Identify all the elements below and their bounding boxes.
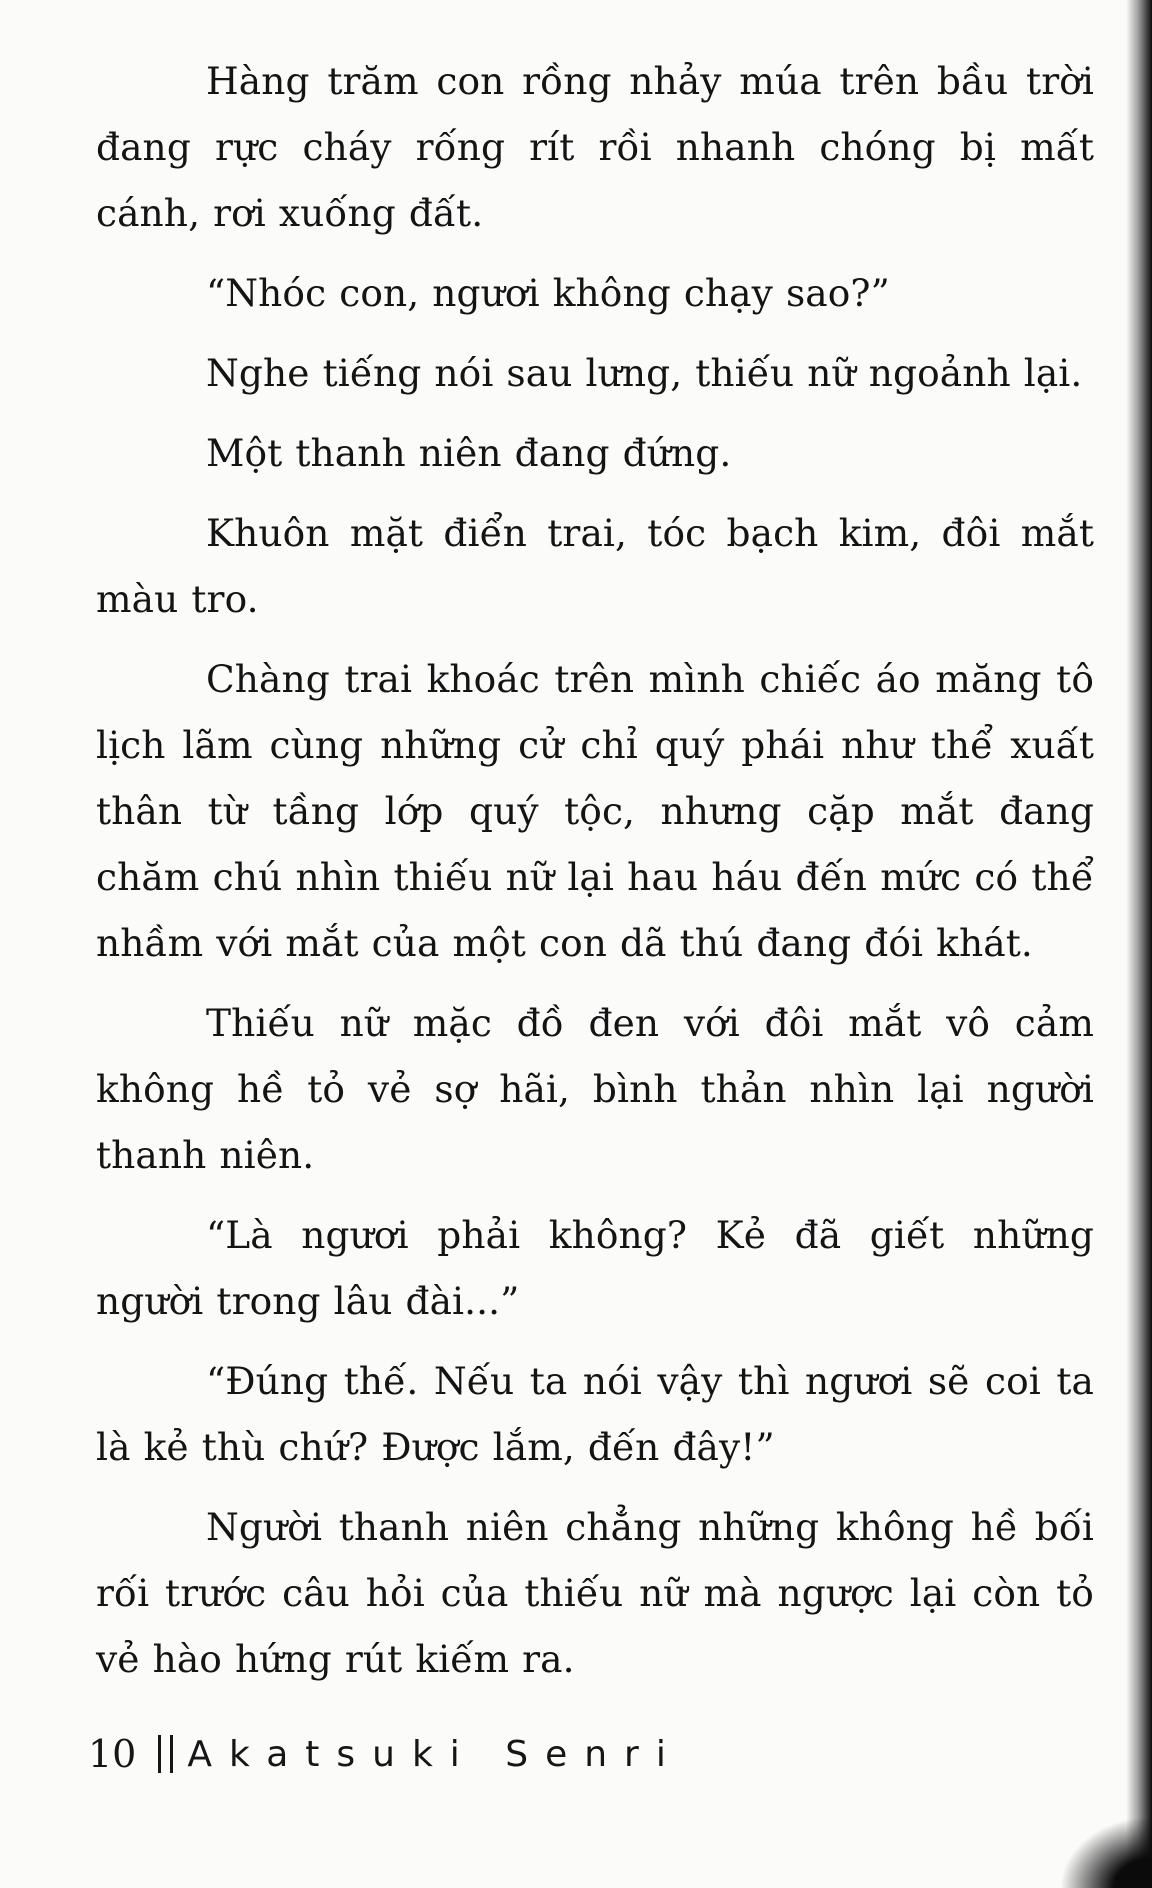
page-number: 10 — [88, 1732, 137, 1776]
paragraph-6: Chàng trai khoác trên mình chiếc áo măng tô lịch lãm cùng những cử chỉ quý phái như thể xuất thân từ tầng lớp quý tộc, nhưng cặp mắt đang chăm chú nhìn thiếu nữ lại hau háu đến mức có thể nhầm với mắt của một con dã thú đang đói khát. — [96, 657, 1094, 965]
author-name: Akatsuki Senri — [187, 1733, 683, 1775]
paragraph-5: Khuôn mặt điển trai, tóc bạch kim, đôi mắt màu tro. — [96, 511, 1094, 621]
paragraph-8: “Là ngươi phải không? Kẻ đã giết những người trong lâu đài...” — [96, 1213, 1094, 1323]
paragraph-4: Một thanh niên đang đứng. — [206, 431, 732, 475]
paragraph-10: Người thanh niên chẳng những không hề bối rối trước câu hỏi của thiếu nữ mà ngược lại còn tỏ vẻ hào hứng rút kiếm ra. — [96, 1505, 1094, 1681]
paragraph-1: Hàng trăm con rồng nhảy múa trên bầu trời đang rực cháy rống rít rồi nhanh chóng bị mất cánh, rơi xuống đất. — [96, 59, 1094, 235]
page-corner-shadow — [1062, 1818, 1152, 1888]
body-text — [96, 48, 1094, 1692]
page-footer — [88, 1724, 683, 1784]
page-edge-shadow — [1126, 0, 1152, 1888]
paragraph-9: “Đúng thế. Nếu ta nói vậy thì ngươi sẽ coi ta là kẻ thù chứ? Được lắm, đến đây!” — [96, 1359, 1094, 1469]
paragraph-2: “Nhóc con, ngươi không chạy sao?” — [206, 271, 890, 315]
paragraph-3: Nghe tiếng nói sau lưng, thiếu nữ ngoảnh lại. — [206, 351, 1083, 395]
paragraph-7: Thiếu nữ mặc đồ đen với đôi mắt vô cảm không hề tỏ vẻ sợ hãi, bình thản nhìn lại người thanh niên. — [96, 1001, 1094, 1177]
footer-divider — [158, 1735, 173, 1773]
